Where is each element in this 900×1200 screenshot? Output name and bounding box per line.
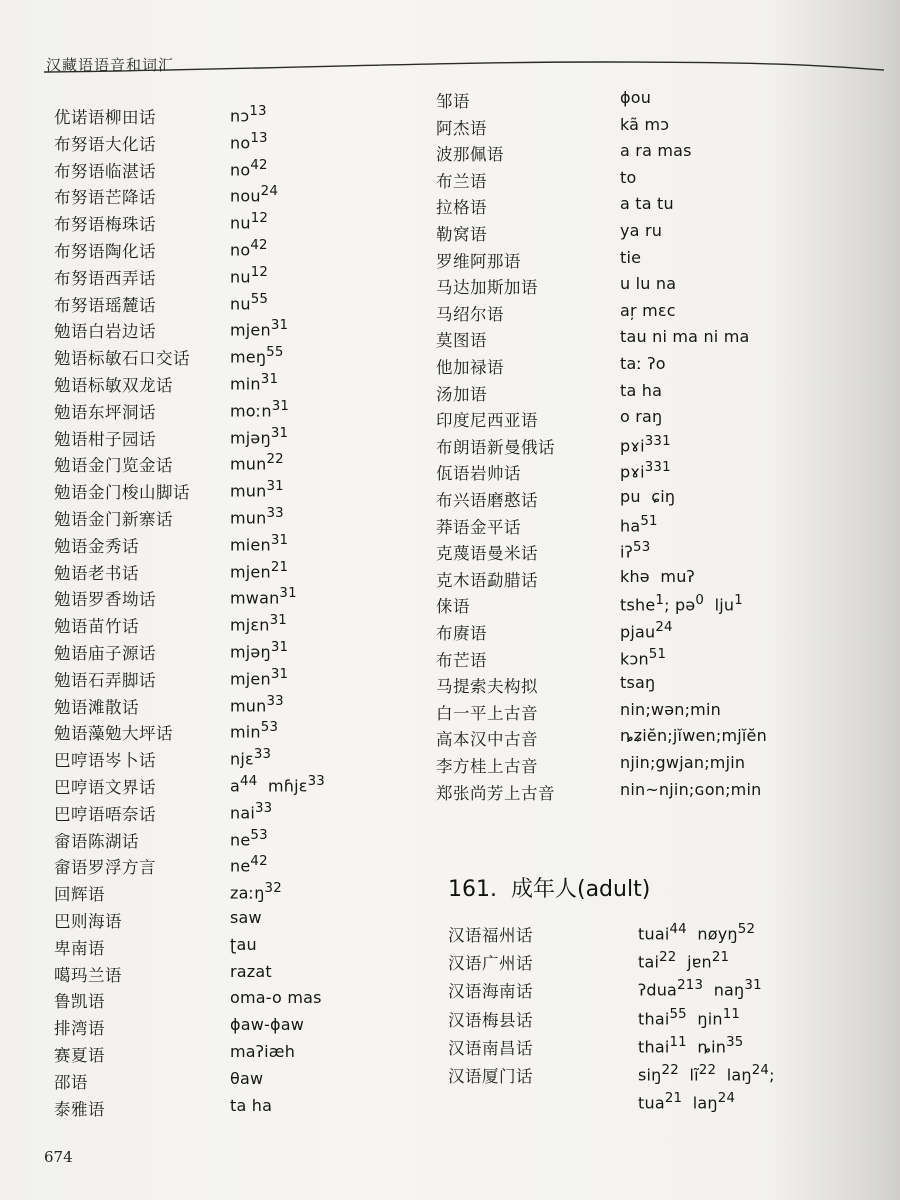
word-form: ȵʑiĕn;jĭwen;mjĭĕn [620, 726, 767, 746]
word-form: khə muʔ [620, 566, 695, 586]
language-name: 卑南语 [54, 938, 105, 958]
word-form: o raŋ [620, 407, 663, 427]
running-header: 汉藏语语音和词汇 [46, 56, 175, 74]
word-form: $ha^{51}$ [620, 513, 658, 535]
word-form: mjɛn$^{31}$ [230, 613, 287, 635]
word-form: thai$^{11}$ ȵin$^{35}$ [638, 1034, 744, 1057]
word-form: ya ru [620, 221, 663, 240]
word-form: nɔ$^{13}$ [230, 104, 267, 126]
word-form: tuai$^{44}$ nøyŋ$^{52}$ [638, 922, 756, 944]
language-name: 勉语金门新寨话 [54, 510, 173, 529]
word-form: maʔiæh [230, 1042, 296, 1061]
word-form: $\min^{53}$ [230, 720, 279, 742]
word-form: razat [230, 961, 272, 981]
word-form: ʔdua$^{213}$ naŋ$^{31}$ [638, 978, 762, 1000]
language-name: 勉语石弄脚话 [54, 670, 156, 690]
word-form: tua$^{21}$ laŋ$^{24}$ [638, 1091, 736, 1113]
language-name: 邹语 [436, 92, 470, 111]
word-form: mun$^{22}$ [230, 452, 284, 474]
word-form: tshe$^1$; pə$^0$ lju$^1$ [620, 593, 743, 615]
word-form: pjau$^{24}$ [620, 620, 673, 642]
word-form: mun$^{33}$ [230, 506, 284, 528]
language-name: 勉语标敏石口交话 [54, 349, 190, 369]
language-name: 巴哼语唔奈话 [54, 804, 156, 824]
word-form: mwan$^{31}$ [230, 586, 297, 608]
word-form: tai$^{22}$ jɐn$^{21}$ [638, 950, 730, 972]
language-name: 克木语勐腊话 [436, 570, 538, 590]
section-title: 成年人(adult) [510, 877, 651, 902]
language-name: 汉语海南话 [448, 982, 533, 1002]
word-form: θaw [230, 1068, 264, 1088]
word-form: ta ha [620, 380, 663, 400]
word-form: tau ni ma ni ma [620, 327, 750, 347]
language-name: 莽语金平话 [436, 517, 521, 537]
language-name: 他加禄语 [436, 358, 504, 377]
page-number: 674 [44, 1148, 73, 1166]
word-form: mun$^{33}$ [230, 693, 284, 715]
language-name: 优诺语柳田话 [54, 108, 156, 127]
language-name: 勉语罗香坳话 [54, 590, 156, 610]
word-form: meŋ$^{55}$ [230, 345, 284, 367]
language-name: 布努语芒降话 [54, 188, 156, 208]
word-form: mjen$^{31}$ [230, 666, 289, 689]
language-name: 勉语庙子源话 [54, 644, 156, 663]
language-name: 李方桂上古音 [436, 757, 538, 776]
language-name: 噶玛兰语 [54, 965, 122, 985]
word-form: $ne^{42}$ [230, 854, 268, 876]
word-form: nin~njin;ɢon;min [620, 779, 762, 799]
word-form: njɛ$^{33}$ [230, 747, 272, 769]
language-name: 马达加斯加语 [436, 278, 538, 298]
word-form: mjen$^{21}$ [230, 559, 289, 581]
language-name: 拉格语 [436, 198, 487, 218]
word-form: mjəŋ$^{31}$ [230, 425, 289, 447]
word-form: pɤi$^{331}$ [620, 433, 671, 456]
word-form: moːn$^{31}$ [230, 398, 290, 421]
language-name: 邵语 [54, 1072, 88, 1092]
word-form: ʈau [230, 934, 257, 954]
word-form: njin;gwjan;mjin [620, 753, 746, 772]
language-name: 勉语金门梭山脚话 [54, 483, 190, 503]
language-name: 布兴语磨憨话 [436, 491, 538, 510]
language-name: 勉语金门览金话 [54, 456, 173, 476]
language-name: 波那佩语 [436, 145, 504, 165]
word-form: tie [620, 247, 642, 267]
word-form: $\min^{31}$ [230, 372, 279, 394]
header-rule [44, 56, 884, 76]
word-form: $nu^{12}$ [230, 264, 269, 287]
language-name: 马提索夫构拟 [436, 677, 538, 697]
language-name: 泰雅语 [54, 1099, 105, 1119]
language-name: 排湾语 [54, 1019, 105, 1039]
language-name: 巴则海语 [54, 912, 122, 931]
language-name: 布芒语 [436, 650, 487, 670]
word-form: saw [230, 908, 262, 927]
word-form: nou$^{24}$ [230, 184, 279, 206]
language-name: 郑张尚芳上古音 [436, 783, 555, 803]
word-form: ɸou [620, 88, 652, 107]
language-name: 布朗语新曼俄话 [436, 437, 555, 457]
language-name: 汉语福州话 [448, 926, 533, 945]
section-heading [448, 872, 650, 903]
word-form: thai$^{55}$ ŋin$^{11}$ [638, 1006, 741, 1028]
language-name: 白一平上古音 [436, 703, 538, 723]
word-form: nin;wən;min [620, 699, 721, 719]
word-form: oma-o mas [230, 988, 322, 1008]
language-name: 回辉语 [54, 885, 105, 905]
language-name: 勉语老书话 [54, 563, 139, 583]
language-name: 高本汉中古音 [436, 730, 538, 750]
language-name: 勉语标敏双龙话 [54, 376, 173, 395]
language-name: 布努语临湛话 [54, 161, 156, 181]
word-form: iʔ$^{53}$ [620, 540, 651, 562]
language-name: 畲语罗浮方言 [54, 858, 156, 878]
word-form: $no^{42}$ [230, 238, 268, 260]
language-name: 莫图语 [436, 331, 487, 351]
word-form: $a^{44}$ mɦjɛ$^{33}$ [230, 774, 325, 796]
language-name: 汉语广州话 [448, 954, 533, 974]
language-name: 布努语梅珠话 [54, 215, 156, 235]
section-number: 161. [448, 877, 497, 902]
language-name: 巴哼语岑卜话 [54, 751, 156, 771]
word-form: nai$^{33}$ [230, 800, 273, 823]
language-name: 勉语柑子园话 [54, 429, 156, 449]
word-form: pɤi$^{331}$ [620, 460, 671, 482]
word-form: zaːŋ$^{32}$ [230, 881, 282, 903]
word-form: tsaŋ [620, 673, 656, 693]
language-name: 汉语梅县话 [448, 1010, 533, 1030]
language-name: 俫语 [436, 597, 470, 617]
language-name: 勉语金秀话 [54, 536, 139, 556]
language-name: 阿杰语 [436, 118, 487, 138]
word-form: mjəŋ$^{31}$ [230, 640, 289, 662]
word-form: a ta tu [620, 194, 674, 214]
word-form: mien$^{31}$ [230, 532, 289, 555]
word-form: to [620, 167, 637, 187]
word-form: ɸaw-ɸaw [230, 1015, 305, 1035]
language-name: 汉语南昌话 [448, 1038, 533, 1058]
language-name: 勒窝语 [436, 225, 487, 244]
word-form: kɔn$^{51}$ [620, 646, 667, 668]
language-name: 勉语白岩边话 [54, 322, 156, 342]
language-name: 巴哼语文界话 [54, 778, 156, 797]
language-name: 赛夏语 [54, 1046, 105, 1065]
word-form: taː ʔo [620, 354, 666, 373]
word-form: pu ɕiŋ [620, 487, 676, 506]
language-name: 布努语西弄话 [54, 268, 156, 288]
language-name: 布赓语 [436, 624, 487, 643]
language-name: 勉语东坪洞话 [54, 402, 156, 422]
word-form: aŗ mɛc [620, 300, 676, 320]
language-name: 布努语陶化话 [54, 242, 156, 261]
language-name: 勉语苗竹话 [54, 617, 139, 637]
language-name: 印度尼西亚语 [436, 411, 538, 431]
word-form: kã mɔ [620, 114, 670, 134]
word-form: siŋ$^{22}$ $lĩ^{22}$ laŋ$^{24}$; [638, 1063, 775, 1085]
language-name: 布兰语 [436, 171, 487, 191]
language-name: 汉语厦门话 [448, 1067, 533, 1086]
language-name: 克蔑语曼米话 [436, 544, 538, 564]
language-name: 佤语岩帅话 [436, 464, 521, 484]
language-name: 鲁凯语 [54, 992, 105, 1012]
word-form: $no^{42}$ [230, 157, 268, 179]
word-form: mun$^{31}$ [230, 479, 284, 501]
language-name: 勉语滩散话 [54, 697, 139, 717]
language-name: 畲语陈湖话 [54, 831, 139, 851]
language-name: 汤加语 [436, 384, 487, 404]
language-name: 马绍尔语 [436, 304, 504, 324]
word-form: $nu^{55}$ [230, 291, 269, 313]
language-name: 布努语瑶麓话 [54, 295, 156, 315]
word-form: ta ha [230, 1095, 273, 1115]
word-form: a ra mas [620, 141, 692, 161]
word-form: $nu^{12}$ [230, 211, 269, 233]
word-form: u lu na [620, 274, 677, 294]
language-name: 布努语大化话 [54, 134, 156, 154]
word-form: $ne^{53}$ [230, 827, 268, 849]
word-form: $no^{13}$ [230, 130, 268, 153]
word-form: mjen$^{31}$ [230, 318, 289, 340]
language-name: 罗维阿那语 [436, 251, 521, 271]
language-name: 勉语藻勉大坪话 [54, 724, 173, 744]
